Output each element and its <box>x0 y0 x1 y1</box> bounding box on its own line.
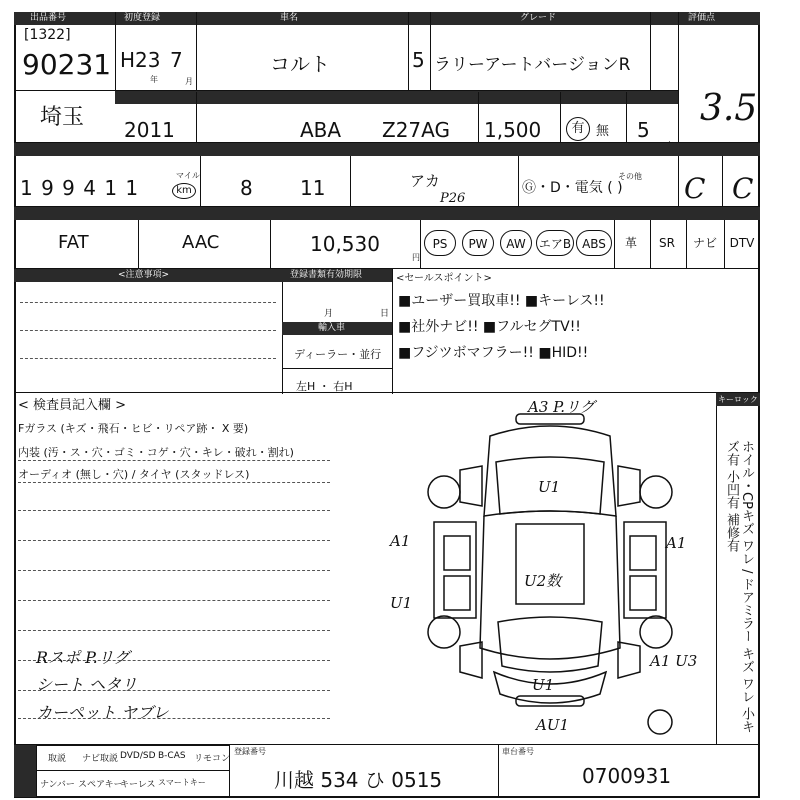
sales-points-label: <セールスポイント> <box>396 273 492 284</box>
mark-u1-rear: U1 <box>532 676 555 694</box>
recycle-unit: 円 <box>412 253 420 262</box>
model-code: Z27AG <box>382 118 450 142</box>
plate-label: 登録番号 <box>234 747 266 756</box>
doors: 5 <box>412 48 425 72</box>
equip-pw: PW <box>462 230 494 256</box>
chassis-number: 0700931 <box>582 764 672 788</box>
mark-a1-right: A1 <box>666 534 687 552</box>
shaken-yes: 有 <box>566 117 590 141</box>
mark-a1-u3: A1 U3 <box>650 652 698 670</box>
car-name: コルト <box>270 52 330 76</box>
fuel-options: Ⓖ・D・電気 ( ) <box>522 180 623 196</box>
month-unit: 月 <box>185 77 193 86</box>
mark-au1: AU1 <box>536 716 570 734</box>
equip-ps: PS <box>424 230 456 256</box>
right-vertical-text: ホイル・CPキズ ワレ / ドアミラー キズ ワレ 小キズ有 小凹有 補修有 <box>724 440 754 734</box>
mark-u1-left: U1 <box>390 594 413 612</box>
shaken-month-label: 8 <box>240 176 253 200</box>
bottom-item-navi-manual: ナビ取説 <box>82 754 119 764</box>
header-label-score: 評価点 <box>688 13 716 23</box>
mileage-unit-mile: マイル <box>176 171 200 180</box>
reg-day-label: 日 <box>380 309 390 319</box>
bottom-item-dvd: DVD/SD <box>120 751 156 761</box>
mark-u1-hood: U1 <box>538 478 561 496</box>
sales-point-3: ■フジツボマフラー!! ■HID!! <box>398 345 589 361</box>
equip-airbag: エアB <box>536 230 574 256</box>
displacement: 1,500 <box>484 118 542 142</box>
model-prefix: ABA <box>300 118 342 142</box>
shaken-no: 無 <box>596 124 610 139</box>
mark-a1-left: A1 <box>390 532 411 550</box>
equip-sunroof: SR <box>659 236 675 250</box>
color-code: P26 <box>440 191 466 206</box>
inspector-line-3: オーディオ (無し・穴) / タイヤ (スタッドレス) <box>18 468 250 481</box>
handle-value: 左H ・ 右H <box>296 380 353 393</box>
registration-label: 登録書類有効期限 <box>290 270 363 280</box>
interior-grade: C <box>732 172 754 205</box>
equip-navi: ナビ <box>692 236 717 250</box>
equip-abs: ABS <box>576 230 612 256</box>
first-reg-era: H23 <box>120 48 161 72</box>
mileage-unit-km: km <box>172 183 196 199</box>
capacity: 5 <box>637 118 650 142</box>
exterior-grade: C <box>684 172 706 205</box>
inspector-label: < 検査員記入欄 > <box>18 398 127 413</box>
mileage: 1 9 9 4 1 1 <box>20 176 140 200</box>
inspector-line-2: 内装 (汚・ス・穴・ゴミ・コゲ・穴・キレ・破れ・割れ) <box>18 446 294 459</box>
region: 埼玉 <box>40 105 85 130</box>
bottom-item-smart-key: スマートキー <box>158 778 206 787</box>
equip-dtv: DTV <box>729 236 755 250</box>
bottom-item-keyless: キーレス <box>120 780 156 790</box>
reg-month-label: 月 <box>324 309 334 319</box>
header-label-firstreg: 初度登録 <box>124 13 161 23</box>
import-value: ディーラー・並行 <box>294 348 382 361</box>
caution-label: <注意事項> <box>118 270 170 280</box>
handwritten-note-3: カーペット ヤブレ <box>36 703 169 722</box>
inspector-line-1: Fガラス (キズ・飛石・ヒビ・リペア跡・ X 要) <box>18 422 249 435</box>
year-unit: 年 <box>150 75 158 84</box>
lot-number: 90231 <box>22 48 112 81</box>
grade: ラリーアートバージョンR <box>434 55 631 75</box>
import-label: 輸入車 <box>318 323 346 333</box>
equip-leather: 革 <box>624 236 637 250</box>
score: 3.5 <box>700 88 758 129</box>
shift: FAT <box>58 232 89 253</box>
bottom-item-spare-key: スペアキー <box>78 780 123 790</box>
shaken-year: 11 <box>300 176 326 200</box>
header-label-grade: グレード <box>520 13 557 23</box>
sales-point-1: ■ユーザー買取車!! ■キーレス!! <box>398 293 605 309</box>
header-label-carname: 車名 <box>280 13 299 23</box>
chassis-label: 車台番号 <box>502 747 534 756</box>
mark-u2-roof: U2数 <box>524 572 562 590</box>
model-year: 2011 <box>124 118 175 142</box>
bottom-item-bcas: B-CAS <box>158 751 186 761</box>
recycle-fee: 10,530 <box>310 232 380 256</box>
bottom-item-number: ナンバー <box>40 780 75 790</box>
color: アカ <box>410 172 440 190</box>
first-reg-month: 7 <box>170 48 183 72</box>
bottom-item-remote: リモコン <box>194 754 231 764</box>
right-label: キーロック <box>718 395 758 404</box>
plate-number: 川越 534 ひ 0515 <box>274 768 443 792</box>
mark-a3: A3 P.リグ <box>528 398 595 416</box>
handwritten-note-1: Rスポ P.リグ <box>36 648 130 667</box>
car-diagram <box>390 396 698 736</box>
lot-bracket: [1322] <box>24 27 71 43</box>
equip-aw: AW <box>500 230 532 256</box>
fuel-other: その他 <box>618 172 642 181</box>
sales-point-2: ■社外ナビ!! ■フルセグTV!! <box>398 319 581 335</box>
header-label-lot: 出品番号 <box>30 13 67 23</box>
bottom-item-manual: 取説 <box>48 754 67 764</box>
handwritten-note-2: シート ヘタリ <box>36 675 138 694</box>
ac: AAC <box>182 232 220 253</box>
